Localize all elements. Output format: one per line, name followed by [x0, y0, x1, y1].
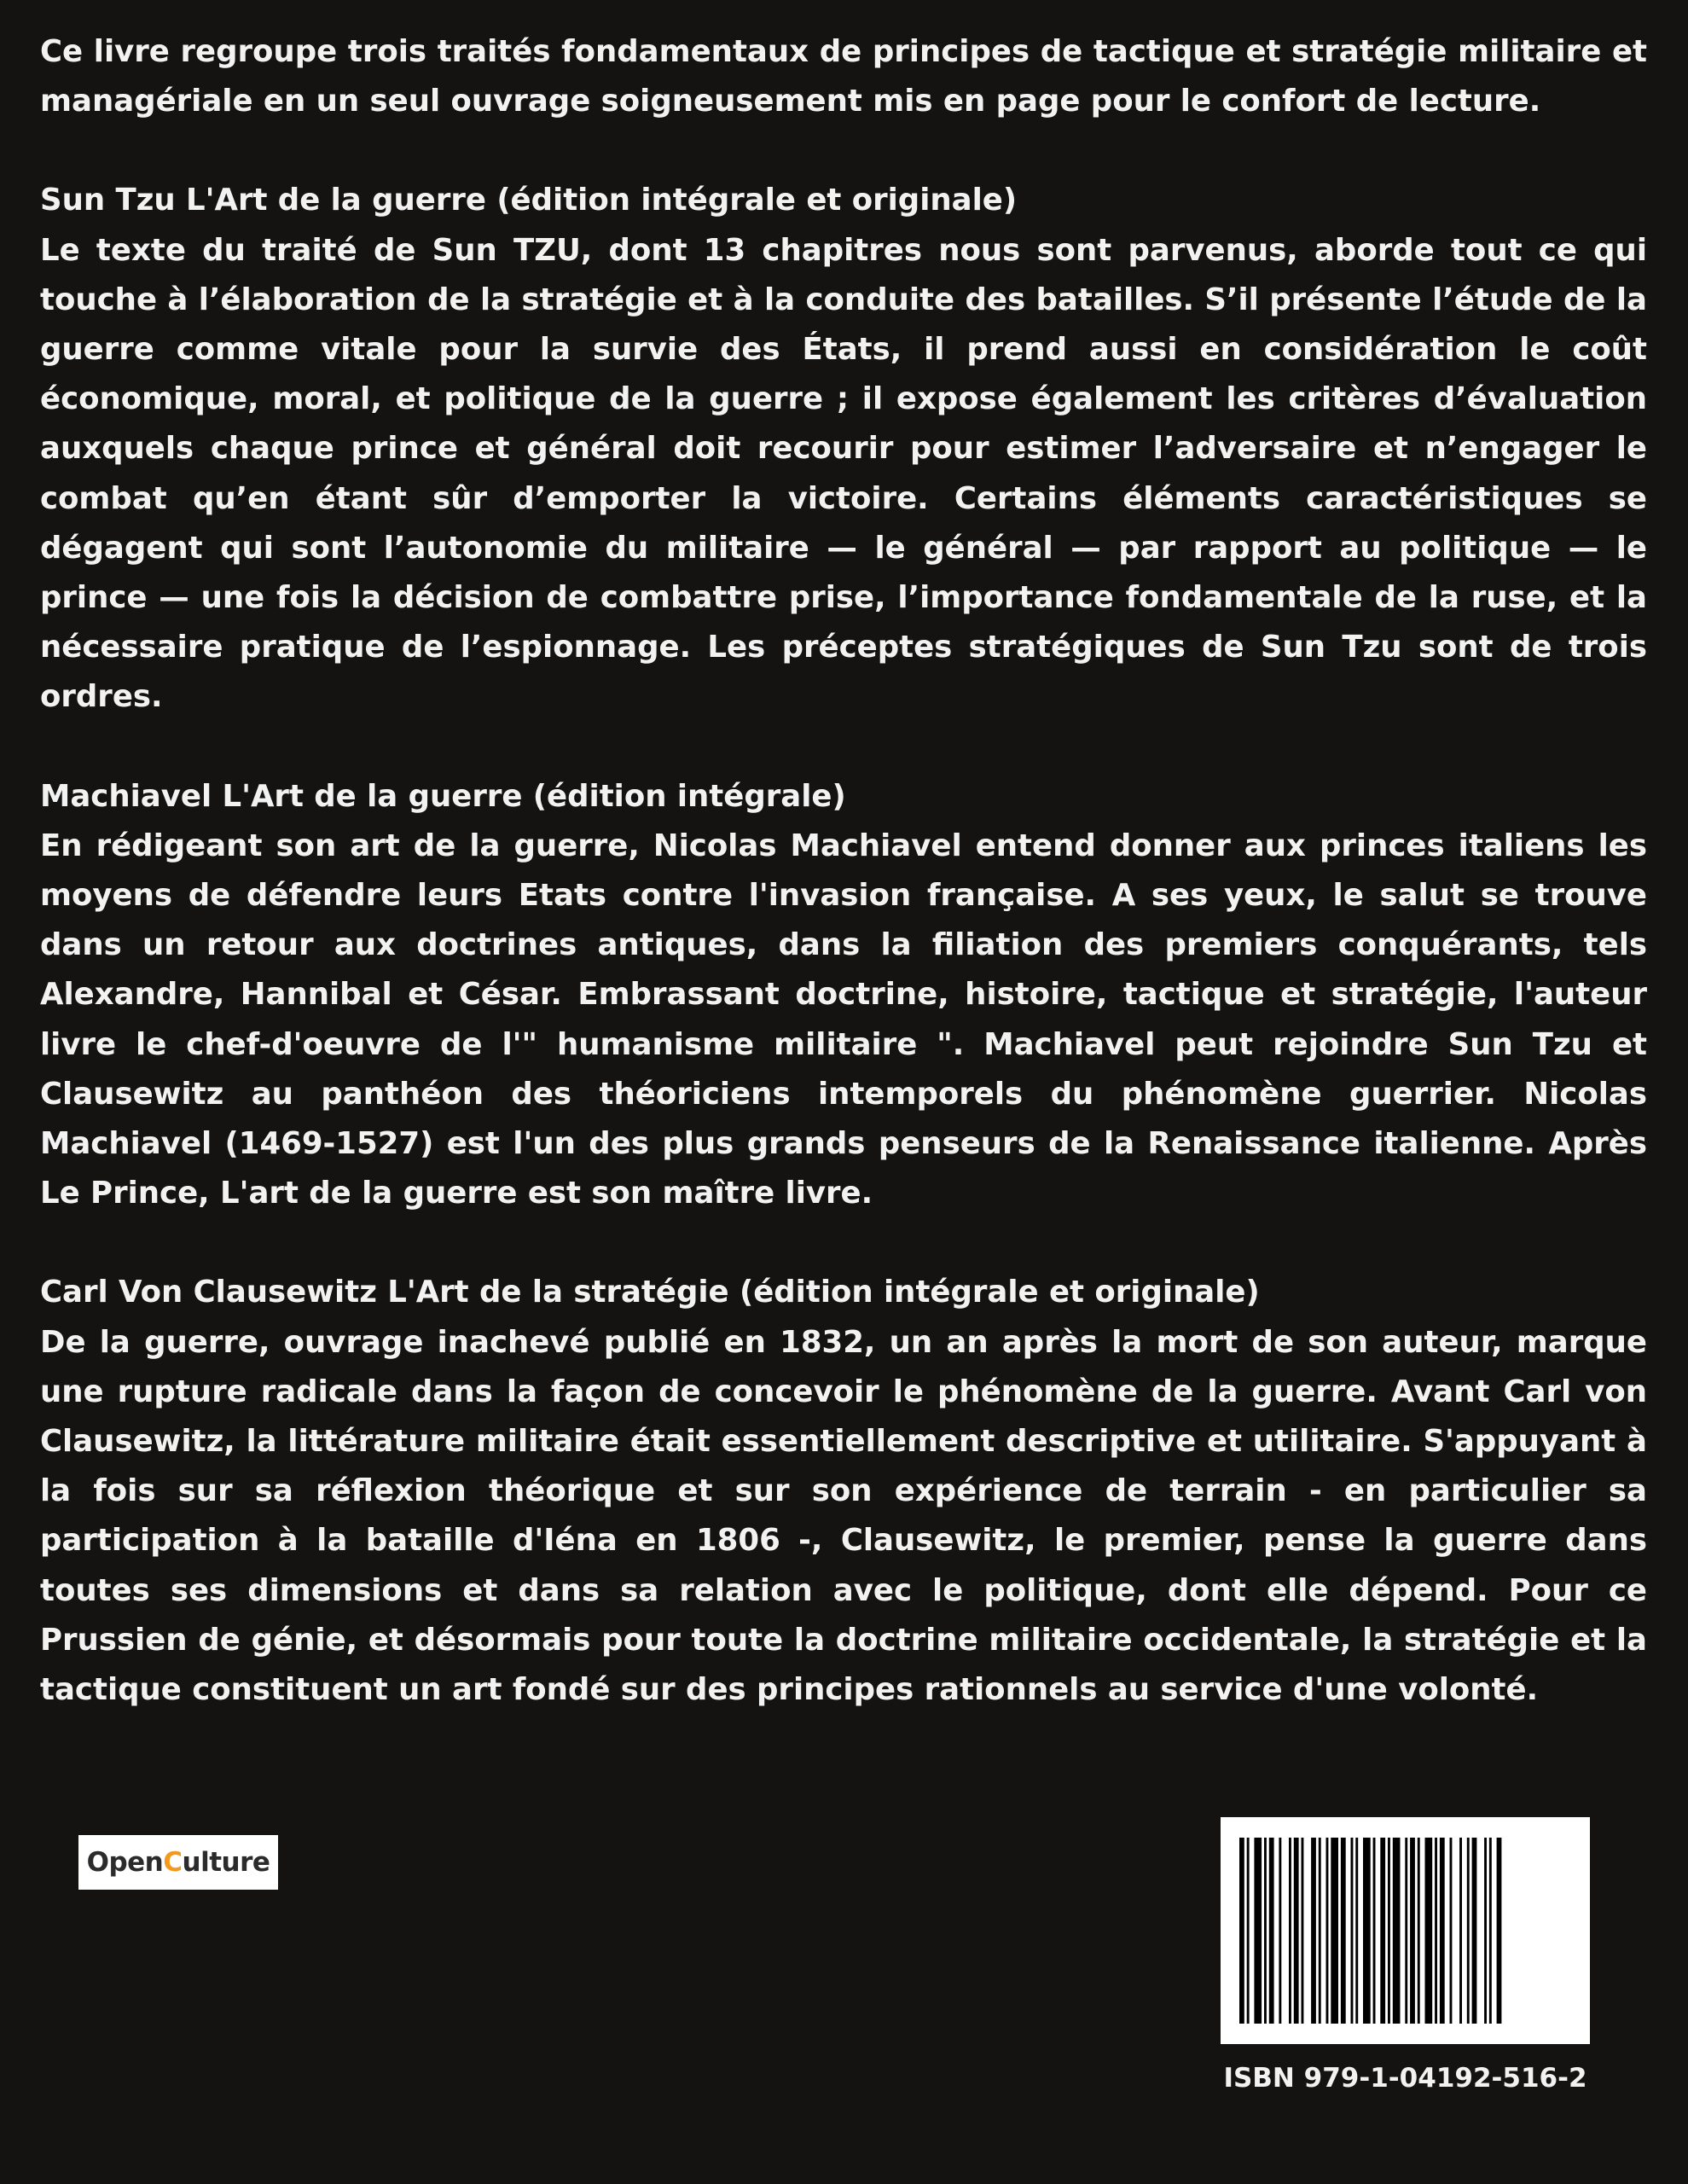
barcode-bar-1: [1247, 1838, 1250, 2024]
logo-part2: ulture: [182, 1847, 270, 1878]
barcode-bar-4: [1269, 1838, 1274, 2024]
barcode-bar-20: [1393, 1838, 1401, 2024]
barcode-bar-31: [1484, 1838, 1487, 2024]
barcode-bar-13: [1341, 1838, 1346, 2024]
openculture-logo: [78, 1835, 278, 1890]
section-machiavel: [40, 772, 1647, 1219]
logo-accent: C: [163, 1847, 183, 1878]
barcode-bar-16: [1363, 1838, 1371, 2024]
isbn-label: ISBN 979-1-04192-516-2: [1223, 2063, 1587, 2094]
logo-part1: Open: [86, 1847, 164, 1878]
barcode-bar-22: [1410, 1838, 1415, 2024]
barcode-bar-30: [1472, 1838, 1477, 2024]
barcode-bar-32: [1489, 1838, 1492, 2024]
barcode-bar-6: [1289, 1838, 1291, 2024]
barcode-bar-33: [1497, 1838, 1502, 2024]
intro-paragraph: Ce livre regroupe trois traités fondamentaux de principes de tactique et stratégie militaire et managériale en un seul ouvrage soigneusement mis en page pour le confort de lecture.: [40, 34, 1647, 119]
barcode-bar-21: [1405, 1838, 1407, 2024]
barcode-bar-11: [1326, 1838, 1329, 2024]
barcode-bar-27: [1450, 1838, 1453, 2024]
barcode-bar-5: [1279, 1838, 1281, 2024]
barcode-bar-29: [1467, 1838, 1470, 2024]
section-text: De la guerre, ouvrage inachevé publié en 1832, un an après la mort de son auteur, marque une rupture radicale dans la façon de concevoir le phénomène de la guerre. Avant Carl von Clausewitz, la littérature militaire était essentiellement descriptive et utilitaire. S'appuyant à la fois sur sa réflexion théorique et sur son expérience de terrain - en particulier sa participation à la bataille d'Iéna en 1806 -, Clausewitz, le premier, pense la guerre dans toutes ses dimensions et dans sa relation avec le politique, dont elle dépend. Pour ce Prussien de génie, et désormais pour toute la doctrine militaire occidentale, la stratégie et la tactique constituent un art fondé sur des principes rationnels au service d'une volonté.: [40, 1324, 1647, 1708]
back-cover-text: [40, 27, 1647, 1715]
barcode-bar-26: [1440, 1838, 1445, 2024]
barcode-bar-23: [1418, 1838, 1420, 2024]
barcode-bar-8: [1302, 1838, 1304, 2024]
section-heading: Machiavel L'Art de la guerre (édition intégrale): [40, 778, 846, 814]
barcode-bars: [1239, 1838, 1571, 2024]
barcode-bar-17: [1373, 1838, 1376, 2024]
section-heading: Carl Von Clausewitz L'Art de la stratégie (édition intégrale et originale): [40, 1275, 1260, 1310]
section-heading: Sun Tzu L'Art de la guerre (édition intégrale et originale): [40, 183, 1018, 218]
barcode-bar-25: [1435, 1838, 1437, 2024]
barcode-bar-7: [1294, 1838, 1299, 2024]
section-text: Le texte du traité de Sun TZU, dont 13 chapitres nous sont parvenus, aborde tout ce qui touche à l’élaboration de la stratégie et à la conduite des batailles. S’il présente l’étude de la guerre comme vitale pour la survie des États, il prend aussi en considération le coût économique, moral, et politique de la guerre ; il expose également les critères d’évaluation auxquels chaque prince et général doit recourir pour estimer l’adversaire et n’engager le combat qu’en étant sûr d’emporter la victoire. Certains éléments caractéristiques se dégagent qui sont l’autonomie du militaire — le général — par rapport au politique — le prince — une fois la décision de combattre prise, l’importance fondamentale de la ruse, et la nécessaire pratique de l’espionnage. Les préceptes stratégiques de Sun Tzu sont de trois ordres.: [40, 232, 1647, 715]
barcode-bar-15: [1355, 1838, 1358, 2024]
barcode: [1221, 1817, 1590, 2044]
section-sun-tzu: [40, 176, 1647, 722]
barcode-bar-24: [1425, 1838, 1433, 2024]
barcode-bar-2: [1254, 1838, 1262, 2024]
barcode-bar-9: [1311, 1838, 1316, 2024]
barcode-bar-12: [1331, 1838, 1338, 2024]
barcode-bar-14: [1351, 1838, 1354, 2024]
barcode-bar-19: [1388, 1838, 1390, 2024]
barcode-bar-18: [1380, 1838, 1385, 2024]
barcode-bar-10: [1319, 1838, 1321, 2024]
section-text: En rédigeant son art de la guerre, Nicolas Machiavel entend donner aux princes italiens les moyens de défendre leurs Etats contre l'invasion française. A ses yeux, le salut se trouve dans un retour aux doctrines antiques, dans la filiation des premiers conquérants, tels Alexandre, Hannibal et César. Embrassant doctrine, histoire, tactique et stratégie, l'auteur livre le chef-d'oeuvre de l'" humanisme militaire ". Machiavel peut rejoindre Sun Tzu et Clausewitz au panthéon des théoriciens intemporels du phénomène guerrier. Nicolas Machiavel (1469-1527) est l'un des plus grands penseurs de la Renaissance italienne. Après Le Prince, L'art de la guerre est son maître livre.: [40, 828, 1647, 1211]
barcode-bar-28: [1459, 1838, 1462, 2024]
barcode-bar-0: [1239, 1838, 1244, 2024]
barcode-bar-3: [1264, 1838, 1267, 2024]
section-clausewitz: [40, 1268, 1647, 1715]
